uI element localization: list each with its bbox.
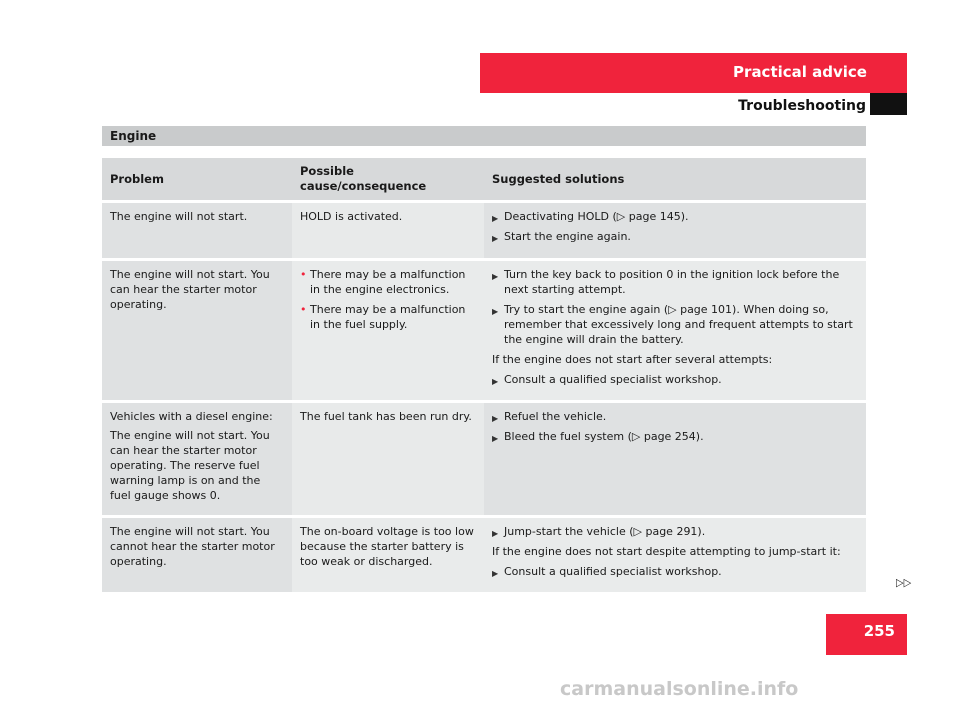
problem-text: Vehicles with a diesel engine: xyxy=(110,410,273,423)
problem-text: The engine will not start. xyxy=(110,210,248,223)
table-row xyxy=(102,518,866,595)
thumb-tab-marker xyxy=(870,93,907,115)
bullet-item xyxy=(300,267,476,297)
instruction-step xyxy=(492,564,858,579)
arrow-text: Consult a qualified specialist workshop. xyxy=(504,565,722,578)
arrow-right-icon: ▶ xyxy=(492,214,499,223)
problem-cell xyxy=(102,261,292,403)
plain-text xyxy=(300,209,476,224)
instruction-step xyxy=(492,209,858,224)
column-header-cause: Possible cause/consequence xyxy=(292,158,484,203)
problem-cell xyxy=(102,203,292,261)
arrow-right-icon: ▶ xyxy=(492,414,499,423)
plain-text: The fuel tank has been run dry. xyxy=(300,410,472,423)
plain-text: The on-board voltage is too low because the starter battery is too weak or discharged. xyxy=(300,525,474,568)
instruction-step xyxy=(492,409,858,424)
column-header-solutions: Suggested solutions xyxy=(484,158,866,203)
instruction-step xyxy=(492,524,858,539)
column-header-problem: Problem xyxy=(102,158,292,203)
instruction-step xyxy=(492,302,858,347)
cause-cell xyxy=(292,203,484,261)
arrow-text: Consult a qualified specialist workshop. xyxy=(504,373,722,386)
plain-text: If the engine does not start after several attempts: xyxy=(492,353,773,366)
plain-text: If the engine does not start despite attempting to jump-start it: xyxy=(492,545,841,558)
plain-text: HOLD is activated. xyxy=(300,210,403,223)
solutions-cell xyxy=(484,261,866,403)
solutions-cell xyxy=(484,403,866,518)
problem-text: The engine will not start. You cannot hear the starter motor operating. xyxy=(110,525,275,568)
table-row xyxy=(102,203,866,261)
arrow-right-icon: ▶ xyxy=(492,434,499,443)
bullet-text: There may be a malfunction in the fuel supply. xyxy=(310,303,466,331)
bullet-item xyxy=(300,302,476,332)
plain-text xyxy=(492,544,858,559)
arrow-text: Turn the key back to position 0 in the ignition lock before the next starting attempt. xyxy=(504,268,840,296)
arrow-text: Deactivating HOLD (▷ page 145). xyxy=(504,210,689,223)
arrow-right-icon: ▶ xyxy=(492,234,499,243)
arrow-right-icon: ▶ xyxy=(492,377,499,386)
instruction-step xyxy=(492,229,858,244)
arrow-text: Start the engine again. xyxy=(504,230,631,243)
table-header-row xyxy=(102,158,866,203)
page-number: 255 xyxy=(863,622,895,640)
section-title: Practical advice xyxy=(733,63,867,81)
page-number-box xyxy=(826,614,907,655)
plain-text xyxy=(492,352,858,367)
problem-cell xyxy=(102,518,292,595)
problem-text: The engine will not start. You can hear the starter motor operating. The reserve fuel warning lamp is on and the fuel gauge shows 0. xyxy=(110,429,270,502)
arrow-right-icon: ▶ xyxy=(492,569,499,578)
table-row xyxy=(102,261,866,403)
table-title: Engine xyxy=(110,129,157,143)
arrow-text: Refuel the vehicle. xyxy=(504,410,607,423)
instruction-step xyxy=(492,372,858,387)
arrow-right-icon: ▶ xyxy=(492,272,499,281)
bullet-text: There may be a malfunction in the engine electronics. xyxy=(310,268,466,296)
subsection-title: Troubleshooting xyxy=(738,98,866,114)
solutions-cell xyxy=(484,203,866,261)
table-title-bar xyxy=(102,126,866,146)
troubleshooting-table xyxy=(102,158,866,595)
arrow-right-icon: ▶ xyxy=(492,529,499,538)
arrow-right-icon: ▶ xyxy=(492,307,499,316)
problem-cell xyxy=(102,403,292,518)
cause-cell xyxy=(292,403,484,518)
plain-text xyxy=(300,524,476,569)
cause-cell xyxy=(292,518,484,595)
arrow-text: Try to start the engine again (▷ page 101). When doing so, remember that excessively long and frequent attempts to start the engine will drain the battery. xyxy=(504,303,853,346)
arrow-text: Bleed the fuel system (▷ page 254). xyxy=(504,430,704,443)
subsection-header xyxy=(480,93,870,115)
plain-text xyxy=(300,409,476,424)
arrow-text: Jump-start the vehicle (▷ page 291). xyxy=(504,525,706,538)
solutions-cell xyxy=(484,518,866,595)
cause-cell xyxy=(292,261,484,403)
table-row xyxy=(102,403,866,518)
section-header-band xyxy=(480,53,907,93)
instruction-step xyxy=(492,267,858,297)
problem-text: The engine will not start. You can hear the starter motor operating. xyxy=(110,268,270,311)
instruction-step xyxy=(492,429,858,444)
watermark-text: carmanualsonline.info xyxy=(560,678,799,700)
continued-marker: ▷▷ xyxy=(896,576,912,589)
